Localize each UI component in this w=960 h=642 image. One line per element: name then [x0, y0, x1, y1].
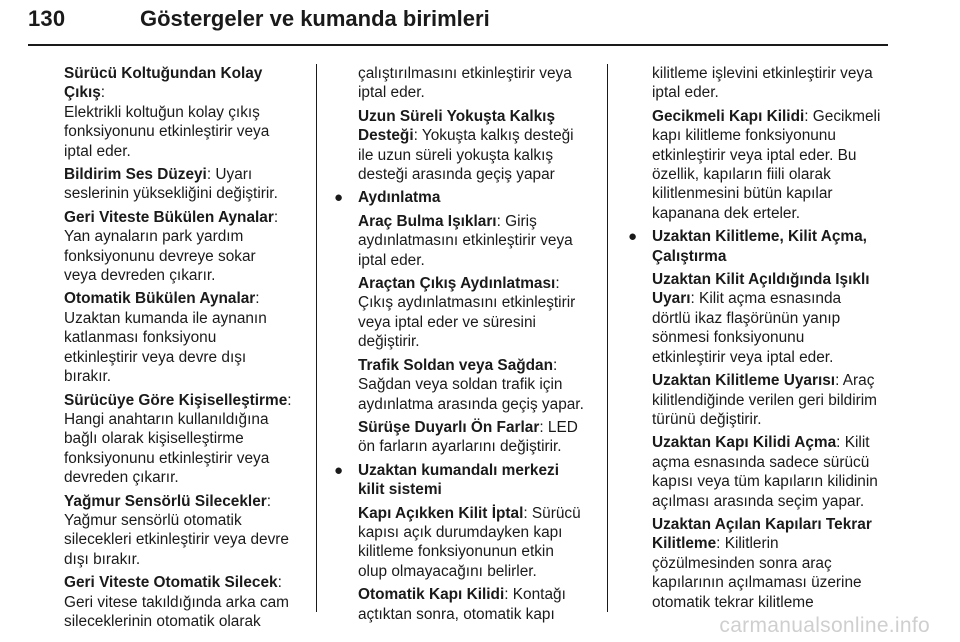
setting-term: Geri Viteste Bükülen Aynalar: [64, 208, 274, 226]
setting-term: Araç Bulma Işıkları: [358, 212, 497, 230]
setting-paragraph: [64, 208, 304, 286]
setting-term: Geri Viteste Otomatik Silecek: [64, 574, 278, 592]
continued-paragraph: [358, 64, 598, 103]
setting-description: : Sağdan veya soldan trafik için aydınlatma arasında geçiş yapar.: [358, 356, 584, 413]
setting-paragraph: [358, 504, 598, 582]
setting-description: : Gecikmeli kapı kilitleme fonksiyonunu etkinleştirir veya iptal eder. Bu özellik, kapıların fiili olarak kilitlenmesini bütün kapılar kapanana dek erteler.: [652, 107, 881, 222]
setting-description: : Yağmur sensörlü otomatik silecekleri etkinleştirir veya devre dışı bırakır.: [64, 492, 289, 568]
section-heading: Uzaktan Kilitleme, Kilit Açma, Çalıştırma: [652, 228, 867, 265]
setting-description: : Yan aynaların park yardım fonksiyonunu devreye sokar veya devreden çıkarır.: [64, 208, 279, 285]
setting-paragraph: [652, 433, 902, 511]
setting-term: Uzaktan Kilitleme Uyarısı: [652, 372, 836, 390]
setting-description: çalıştırılmasını etkinleştirir veya iptal eder.: [358, 65, 572, 102]
setting-description: : Kilitlerin çözülmesinden sonra araç kapılarının açılmaması üzerine otomatik tekrar kilitleme: [652, 535, 862, 611]
setting-term: Sürüşe Duyarlı Ön Farlar: [358, 418, 540, 436]
setting-paragraph: [358, 274, 598, 352]
bullet-dot-icon: ●: [334, 461, 344, 479]
setting-term: Uzaktan Açılan Kapıları Tekrar Kilitleme: [652, 515, 872, 553]
page-header: [28, 6, 888, 48]
setting-paragraph: [652, 371, 902, 429]
bullet-dot-icon: ●: [628, 228, 638, 246]
text-column-3: [628, 64, 902, 616]
setting-paragraph: [652, 107, 902, 223]
section-heading: Aydınlatma: [358, 189, 441, 207]
continued-paragraph: [652, 64, 902, 103]
setting-description: : Yokuşta kalkış desteği ile uzun süreli yokuşta kalkış desteği arasında geçiş yapar: [358, 127, 574, 184]
setting-term: Otomatik Bükülen Aynalar: [64, 290, 256, 308]
setting-description: : LED ön farların ayarlarını değiştirir.: [358, 418, 578, 456]
setting-paragraph: [64, 165, 304, 204]
setting-description: : Sürücü kapısı açık durumdayken kapı kilitleme fonksiyonunun etkin olup olmayacağını belirler.: [358, 504, 581, 580]
setting-paragraph: [358, 356, 598, 414]
setting-description: : Araç kilitlendiğinde verilen geri bildirim türünü değiştirir.: [652, 372, 877, 428]
setting-paragraph: [652, 515, 902, 612]
setting-term: Otomatik Kapı Kilidi: [358, 586, 505, 604]
setting-description: : Çıkış aydınlatmasını etkinleştirir veya iptal eder ve süresini değiştirir.: [358, 275, 576, 351]
setting-paragraph: [64, 64, 304, 161]
setting-term: Uzaktan Kilit Açıldığında Işıklı Uyarı: [652, 271, 870, 308]
setting-description: : Kilit açma esnasında dörtlü ikaz flaşörünün yanıp sönmesi fonksiyonunu etkinleştirir veya iptal eder.: [652, 290, 842, 366]
setting-paragraph: [358, 212, 598, 270]
bullet-section-lighting: [334, 188, 598, 456]
bullet-section-remote-central-locking: [334, 461, 598, 624]
setting-paragraph: [64, 289, 304, 386]
setting-description: : Uzaktan kumanda ile aynanın katlanması fonksiyonu etkinleştirir veya devre dışı bırakır.: [64, 290, 267, 386]
setting-paragraph: [652, 270, 902, 367]
text-column-1: [64, 64, 304, 635]
setting-description: kilitleme işlevini etkinleştirir veya iptal eder.: [652, 65, 873, 102]
page-number: 130: [28, 6, 66, 31]
setting-term: Sürücüye Göre Kişiselleştirme: [64, 391, 288, 409]
setting-term: Yağmur Sensörlü Silecekler: [64, 492, 267, 510]
setting-description: : Kilit açma esnasında sadece sürücü kapısı veya tüm kapıların kilidinin açılması arasında seçim yapar.: [652, 434, 878, 510]
bullet-dot-icon: ●: [334, 189, 344, 207]
watermark: carmanualsonline.info: [719, 614, 930, 637]
setting-description: : Geri vitese takıldığında arka cam sileceklerinin otomatik olarak: [64, 574, 289, 630]
setting-paragraph: [64, 573, 304, 631]
header-rule: [28, 44, 888, 46]
page-title: Göstergeler ve kumanda birimleri: [140, 6, 490, 31]
setting-paragraph: [64, 492, 304, 570]
setting-term: Sürücü Koltuğundan Kolay Çıkış: [64, 65, 263, 102]
text-column-2: [334, 64, 598, 628]
setting-term: Gecikmeli Kapı Kilidi: [652, 107, 805, 125]
setting-term: Uzaktan Kapı Kilidi Açma: [652, 434, 837, 452]
setting-term: Araçtan Çıkış Aydınlatması: [358, 275, 556, 293]
setting-term: Bildirim Ses Düzeyi: [64, 166, 207, 184]
bullet-section-remote-lock-unlock-start: [628, 227, 902, 612]
setting-description: : Elektrikli koltuğun kolay çıkış fonksiyonunu etkinleştirir veya iptal eder.: [64, 84, 270, 160]
setting-description: : Hangi anahtarın kullanıldığına bağlı olarak kişiselleştirme fonksiyonunu etkinleştirir veya devreden çıkarır.: [64, 391, 292, 487]
setting-term: Uzun Süreli Yokuşta Kalkış Desteği: [358, 107, 556, 145]
setting-description: : Giriş aydınlatmasını etkinleştirir veya iptal eder.: [358, 212, 573, 269]
section-heading: Uzaktan kumandalı merkezi kilit sistemi: [358, 461, 560, 499]
setting-description: : Uyarı seslerinin yüksekliğini değiştirir.: [64, 166, 278, 203]
setting-paragraph: [358, 418, 598, 457]
setting-description: : Kontağı açtıktan sonra, otomatik kapı: [358, 586, 566, 623]
column-divider-1: [316, 64, 317, 612]
setting-term: Trafik Soldan veya Sağdan: [358, 356, 554, 374]
column-divider-2: [607, 64, 608, 612]
setting-term: Kapı Açıkken Kilit İptal: [358, 504, 524, 522]
setting-paragraph: [64, 391, 304, 488]
setting-paragraph: [358, 107, 598, 185]
setting-paragraph: [358, 585, 598, 624]
